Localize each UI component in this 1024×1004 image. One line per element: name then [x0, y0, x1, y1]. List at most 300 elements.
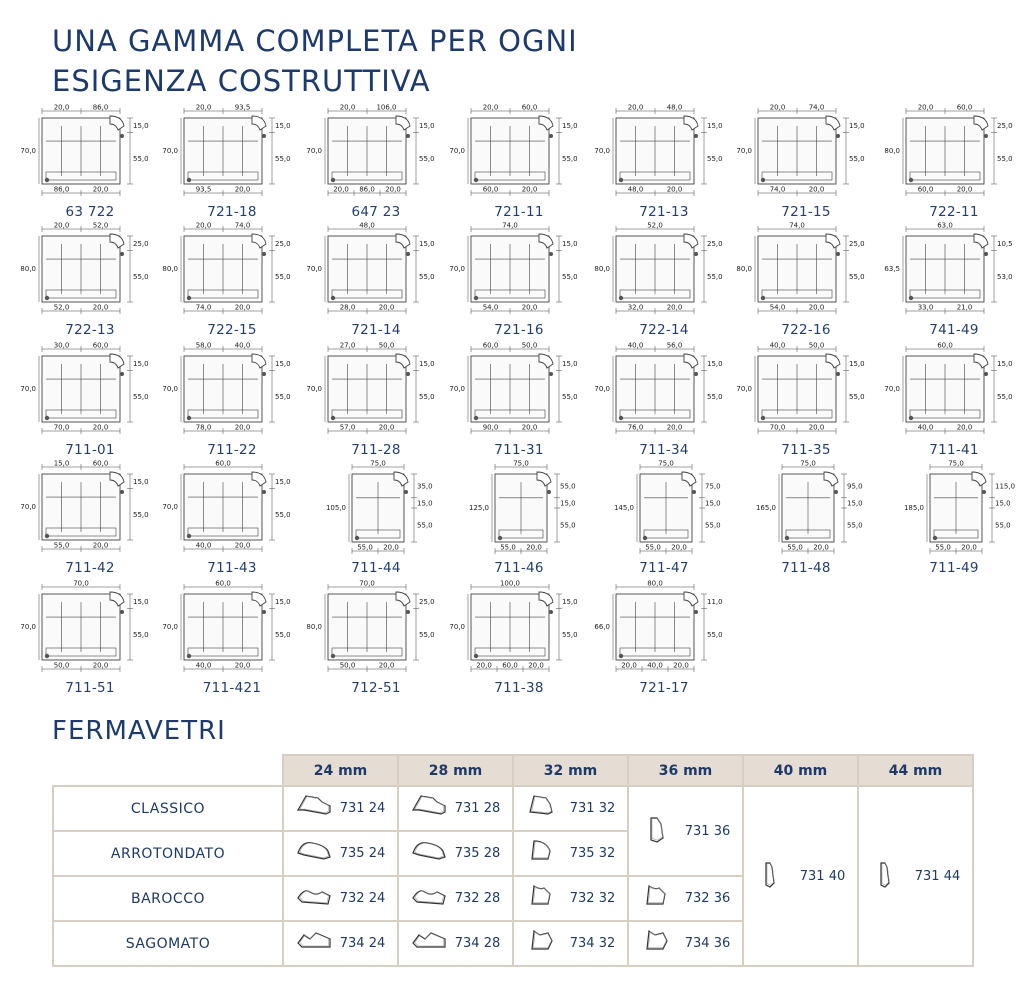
profile-code: 711-49	[929, 560, 979, 576]
dimension-label: 20,0	[521, 303, 538, 312]
profile-code: 711-42	[65, 560, 115, 576]
dimension-label: 55,0	[645, 543, 661, 552]
profile-drawing	[20, 579, 154, 680]
table-cell-merged	[858, 786, 973, 966]
dimension-label: 80,0	[884, 147, 900, 155]
row-label-sagomato: SAGOMATO	[53, 921, 283, 966]
profile-item	[162, 103, 296, 224]
dimension-label: 55,0	[275, 510, 291, 519]
dimension-label: 60,0	[215, 459, 231, 468]
dimension-label: 63,5	[884, 265, 900, 273]
dimension-label: 15,0	[560, 499, 576, 508]
profile-drawing	[449, 221, 583, 322]
profile-item	[594, 341, 728, 462]
dimension-label: 40,0	[234, 341, 251, 350]
profile-item	[884, 221, 1018, 342]
dimension-label: 52,0	[92, 221, 109, 230]
dimension-label: 78,0	[195, 423, 212, 432]
table-cell	[513, 786, 628, 831]
dimension-label: 30,0	[53, 341, 70, 350]
dimension-label: 70,0	[306, 147, 322, 155]
dimension-label: 70,0	[736, 385, 752, 393]
profile-item	[449, 103, 583, 224]
dimension-label: 48,0	[666, 103, 683, 112]
dimension-label: 55,0	[133, 630, 149, 639]
dimension-label: 55,0	[787, 543, 803, 552]
dimension-label: 15,0	[275, 597, 291, 606]
dimension-label: 55,0	[997, 392, 1013, 401]
column-header-36: 36 mm	[628, 755, 743, 786]
profile-item	[884, 103, 1018, 224]
profile-code: 711-43	[207, 560, 257, 576]
dimension-label: 55,0	[562, 630, 578, 639]
profile-drawing	[594, 579, 728, 680]
dimension-label: 55,0	[562, 392, 578, 401]
dimension-label: 55,0	[133, 392, 149, 401]
table-cell-merged	[743, 786, 858, 966]
profile-item	[306, 221, 440, 342]
table-cell	[513, 921, 628, 966]
profile-drawing	[890, 460, 1018, 560]
dimension-label: 15,0	[562, 359, 578, 368]
dimension-label: 20,0	[808, 303, 825, 312]
dimension-label: 93,5	[195, 185, 212, 194]
dimension-label: 60,0	[502, 661, 518, 670]
profile-item	[884, 341, 1018, 462]
profile-drawing	[594, 341, 728, 442]
dimension-label: 20,0	[92, 423, 109, 432]
dimension-label: 63,0	[937, 221, 953, 230]
dimension-label: 20,0	[521, 185, 538, 194]
dimension-label: 60,0	[92, 459, 109, 468]
dimension-label: 20,0	[482, 103, 499, 112]
dimension-label: 52,0	[53, 303, 70, 312]
dimension-label: 20,0	[53, 221, 70, 230]
dimension-label: 55,0	[357, 543, 373, 552]
bead-profile-icon	[296, 882, 332, 916]
dimension-label: 55,0	[995, 521, 1011, 530]
dimension-label: 185,0	[903, 504, 924, 512]
bead-code: 731 44	[914, 868, 961, 884]
dimension-label: 60,0	[92, 341, 109, 350]
dimension-label: 74,0	[808, 103, 825, 112]
dimension-label: 20,0	[385, 185, 401, 194]
profile-drawing	[884, 221, 1018, 322]
dimension-label: 20,0	[666, 423, 683, 432]
dimension-label: 55,0	[53, 541, 70, 550]
dimension-label: 25,0	[997, 121, 1013, 130]
dimension-label: 20,0	[808, 423, 825, 432]
profile-code: 711-35	[781, 442, 831, 458]
dimension-label: 15,0	[995, 499, 1011, 508]
dimension-label: 21,0	[956, 303, 973, 312]
dimension-label: 50,0	[378, 341, 395, 350]
bead-code: 732 28	[454, 891, 501, 906]
table-cell	[398, 921, 513, 966]
dimension-label: 70,0	[594, 385, 610, 393]
dimension-label: 75,0	[800, 459, 816, 468]
dimension-label: 70,0	[359, 579, 375, 588]
table-cell	[398, 786, 513, 831]
column-header-24: 24 mm	[283, 755, 398, 786]
dimension-label: 80,0	[162, 265, 178, 273]
dimension-label: 20,0	[671, 543, 687, 552]
profile-code: 711-41	[929, 442, 979, 458]
dimension-label: 74,0	[789, 221, 805, 230]
profile-code: 722-15	[207, 322, 257, 338]
profile-drawing	[20, 103, 154, 204]
dimension-label: 55,0	[500, 543, 516, 552]
dimension-label: 40,0	[769, 341, 786, 350]
column-header-32: 32 mm	[513, 755, 628, 786]
page-title-line-2: ESIGENZA COSTRUTTIVA	[52, 64, 431, 98]
profile-item	[449, 579, 583, 700]
dimension-label: 106,0	[376, 103, 397, 112]
table-cell	[513, 876, 628, 921]
dimension-label: 74,0	[195, 303, 212, 312]
dimension-label: 55,0	[997, 154, 1013, 163]
dimension-label: 20,0	[476, 661, 492, 670]
dimension-label: 50,0	[521, 341, 538, 350]
profile-code: 711-48	[781, 560, 831, 576]
dimension-label: 60,0	[937, 341, 953, 350]
dimension-label: 25,0	[849, 239, 865, 248]
dimension-label: 60,0	[956, 103, 973, 112]
dimension-label: 75,0	[948, 459, 964, 468]
dimension-label: 20,0	[195, 103, 212, 112]
bead-profile-icon	[296, 792, 332, 826]
dimension-label: 20,0	[627, 103, 644, 112]
profile-item	[449, 221, 583, 342]
dimension-label: 10,5	[997, 239, 1013, 248]
dimension-label: 60,0	[917, 185, 934, 194]
profile-code: 711-421	[202, 680, 262, 696]
profile-drawing	[594, 103, 728, 204]
dimension-label: 55,0	[707, 630, 723, 639]
dimension-label: 55,0	[419, 272, 435, 281]
profile-item	[742, 460, 870, 580]
bead-profile-icon	[641, 814, 677, 848]
profile-drawing	[884, 341, 1018, 442]
dimension-label: 55,0	[419, 630, 435, 639]
dimension-label: 76,0	[627, 423, 644, 432]
profile-code: 711-38	[494, 680, 544, 696]
dimension-label: 20,0	[339, 103, 356, 112]
dimension-label: 70,0	[306, 265, 322, 273]
table-cell	[398, 876, 513, 921]
dimension-label: 55,0	[935, 543, 951, 552]
table-cell	[283, 831, 398, 876]
profile-drawing	[20, 459, 154, 560]
dimension-label: 35,0	[417, 482, 433, 491]
dimension-label: 15,0	[275, 121, 291, 130]
dimension-label: 55,0	[707, 392, 723, 401]
profile-item	[600, 460, 728, 580]
dimension-label: 25,0	[275, 239, 291, 248]
dimension-label: 20,0	[673, 661, 689, 670]
dimension-label: 70,0	[306, 385, 322, 393]
dimension-label: 55,0	[849, 392, 865, 401]
profile-item	[162, 459, 296, 580]
dimension-label: 27,0	[339, 341, 356, 350]
dimension-label: 70,0	[449, 623, 465, 631]
profile-code: 711-31	[494, 442, 544, 458]
table-cell	[283, 921, 398, 966]
dimension-label: 15,0	[562, 597, 578, 606]
dimension-label: 15,0	[562, 121, 578, 130]
dimension-label: 70,0	[736, 147, 752, 155]
bead-code: 734 28	[454, 936, 501, 951]
dimension-label: 15,0	[562, 239, 578, 248]
profile-code: 722-13	[65, 322, 115, 338]
dimension-label: 57,0	[339, 423, 356, 432]
profile-item	[449, 341, 583, 462]
profile-code: 741-49	[929, 322, 979, 338]
profile-item	[455, 460, 583, 580]
dimension-label: 80,0	[647, 579, 663, 588]
profile-item	[20, 459, 154, 580]
dimension-label: 70,0	[162, 147, 178, 155]
dimension-label: 20,0	[234, 661, 251, 670]
profile-drawing	[20, 341, 154, 442]
fermavetri-title: FERMAVETRI	[52, 716, 226, 746]
bead-code: 735 32	[569, 846, 616, 861]
profile-drawing	[20, 221, 154, 322]
dimension-label: 40,0	[647, 661, 663, 670]
bead-profile-icon	[296, 927, 332, 961]
dimension-label: 55,0	[849, 154, 865, 163]
profile-drawing	[312, 460, 440, 560]
dimension-label: 20,0	[808, 185, 825, 194]
profile-drawing	[600, 460, 728, 560]
profile-code: 711-51	[65, 680, 115, 696]
dimension-label: 93,5	[234, 103, 251, 112]
column-header-40: 40 mm	[743, 755, 858, 786]
profile-code: 722-11	[929, 204, 979, 220]
bead-code: 732 24	[339, 891, 386, 906]
bead-profile-icon	[641, 882, 677, 916]
profile-code: 721-14	[351, 322, 401, 338]
profile-drawing	[736, 221, 870, 322]
bead-profile-icon	[296, 837, 332, 871]
bead-profile-icon	[411, 927, 447, 961]
dimension-label: 20,0	[917, 103, 934, 112]
profile-drawing	[884, 103, 1018, 204]
bead-code: 731 32	[569, 801, 616, 816]
bead-code: 732 32	[569, 891, 616, 906]
profile-code: 721-15	[781, 204, 831, 220]
profile-code: 722-16	[781, 322, 831, 338]
profile-item	[20, 579, 154, 700]
profile-item	[594, 579, 728, 700]
dimension-label: 20,0	[234, 185, 251, 194]
dimension-label: 70,0	[20, 385, 36, 393]
bead-profile-icon	[871, 859, 907, 893]
dimension-label: 55,0	[133, 272, 149, 281]
bead-code: 731 40	[799, 868, 846, 884]
dimension-label: 70,0	[73, 579, 89, 588]
profile-code: 711-44	[351, 560, 401, 576]
dimension-label: 165,0	[755, 504, 776, 512]
dimension-label: 15,0	[419, 239, 435, 248]
fermavetri-table	[52, 754, 972, 968]
dimension-label: 20,0	[378, 303, 395, 312]
dimension-label: 20,0	[378, 423, 395, 432]
dimension-label: 20,0	[333, 185, 349, 194]
dimension-label: 70,0	[449, 147, 465, 155]
profile-drawing	[306, 221, 440, 322]
dimension-label: 20,0	[961, 543, 977, 552]
dimension-label: 55,0	[705, 521, 721, 530]
dimension-label: 60,0	[482, 341, 499, 350]
dimension-label: 52,0	[647, 221, 663, 230]
dimension-label: 20,0	[521, 423, 538, 432]
profile-drawing	[736, 341, 870, 442]
profile-item	[20, 341, 154, 462]
table-corner	[53, 755, 283, 786]
table-cell	[283, 786, 398, 831]
profile-drawing	[162, 341, 296, 442]
dimension-label: 55,0	[133, 154, 149, 163]
dimension-label: 15,0	[705, 499, 721, 508]
dimension-label: 25,0	[707, 239, 723, 248]
dimension-label: 15,0	[707, 121, 723, 130]
profile-item	[306, 103, 440, 224]
dimension-label: 15,0	[849, 359, 865, 368]
dimension-label: 55,0	[275, 272, 291, 281]
dimension-label: 70,0	[53, 423, 70, 432]
profile-drawing	[162, 103, 296, 204]
dimension-label: 20,0	[234, 541, 251, 550]
bead-code: 734 24	[339, 936, 386, 951]
profile-item	[736, 341, 870, 462]
profile-drawing	[306, 579, 440, 680]
dimension-label: 15,0	[133, 597, 149, 606]
profile-item	[162, 221, 296, 342]
profile-drawing	[162, 221, 296, 322]
profile-code: 721-17	[639, 680, 689, 696]
profile-code: 711-47	[639, 560, 689, 576]
dimension-label: 40,0	[195, 541, 212, 550]
dimension-label: 54,0	[769, 303, 786, 312]
table-cell	[283, 876, 398, 921]
dimension-label: 55,0	[707, 272, 723, 281]
profile-code: 711-34	[639, 442, 689, 458]
dimension-label: 20,0	[195, 221, 212, 230]
dimension-label: 66,0	[594, 623, 610, 631]
bead-profile-icon	[411, 837, 447, 871]
profile-drawing	[449, 341, 583, 442]
dimension-label: 25,0	[419, 597, 435, 606]
table-cell	[398, 831, 513, 876]
row-label-barocco: BAROCCO	[53, 876, 283, 921]
dimension-label: 55,0	[275, 630, 291, 639]
dimension-label: 20,0	[92, 185, 109, 194]
profile-drawing	[449, 579, 583, 680]
bead-profile-icon	[526, 927, 562, 961]
dimension-label: 125,0	[468, 504, 489, 512]
dimension-label: 15,0	[417, 499, 433, 508]
dimension-label: 50,0	[808, 341, 825, 350]
dimension-label: 86,0	[92, 103, 109, 112]
dimension-label: 74,0	[502, 221, 518, 230]
profile-drawing	[449, 103, 583, 204]
dimension-label: 58,0	[195, 341, 212, 350]
dimension-label: 20,0	[666, 185, 683, 194]
dimension-label: 75,0	[658, 459, 674, 468]
dimension-label: 15,0	[133, 359, 149, 368]
dimension-label: 20,0	[813, 543, 829, 552]
dimension-label: 15,0	[707, 359, 723, 368]
profile-item	[736, 103, 870, 224]
dimension-label: 75,0	[705, 482, 721, 491]
dimension-label: 55,0	[419, 392, 435, 401]
dimension-label: 70,0	[20, 503, 36, 511]
table-cell	[513, 831, 628, 876]
dimension-label: 55,0	[419, 154, 435, 163]
dimension-label: 20,0	[234, 423, 251, 432]
profile-code: 721-16	[494, 322, 544, 338]
profile-drawing	[455, 460, 583, 560]
dimension-label: 70,0	[20, 623, 36, 631]
dimension-label: 55,0	[560, 482, 576, 491]
profile-drawing	[306, 103, 440, 204]
dimension-label: 20,0	[92, 541, 109, 550]
dimension-label: 15,0	[849, 121, 865, 130]
bead-code: 735 28	[454, 846, 501, 861]
dimension-label: 55,0	[417, 521, 433, 530]
profile-item	[306, 579, 440, 700]
dimension-label: 50,0	[339, 661, 356, 670]
bead-code: 735 24	[339, 846, 386, 861]
dimension-label: 60,0	[215, 579, 231, 588]
profile-item	[736, 221, 870, 342]
dimension-label: 80,0	[306, 623, 322, 631]
bead-profile-icon	[411, 882, 447, 916]
dimension-label: 20,0	[378, 661, 395, 670]
dimension-label: 74,0	[234, 221, 251, 230]
profile-code: 712-51	[351, 680, 401, 696]
dimension-label: 15,0	[275, 359, 291, 368]
dimension-label: 55,0	[275, 154, 291, 163]
profile-code: 721-18	[207, 204, 257, 220]
dimension-label: 55,0	[562, 272, 578, 281]
dimension-label: 55,0	[133, 510, 149, 519]
dimension-label: 80,0	[20, 265, 36, 273]
bead-code: 732 36	[684, 891, 731, 906]
profile-drawing	[594, 221, 728, 322]
dimension-label: 40,0	[627, 341, 644, 350]
profile-item	[594, 103, 728, 224]
dimension-label: 11,0	[707, 597, 723, 606]
dimension-label: 15,0	[133, 121, 149, 130]
dimension-label: 48,0	[627, 185, 644, 194]
dimension-label: 55,0	[560, 521, 576, 530]
dimension-label: 55,0	[275, 392, 291, 401]
dimension-label: 28,0	[339, 303, 356, 312]
profile-drawing	[306, 341, 440, 442]
dimension-label: 70,0	[769, 423, 786, 432]
dimension-label: 90,0	[482, 423, 499, 432]
profile-item	[890, 460, 1018, 580]
profile-code: 711-46	[494, 560, 544, 576]
dimension-label: 15,0	[847, 499, 863, 508]
dimension-label: 70,0	[162, 503, 178, 511]
row-label-classico: CLASSICO	[53, 786, 283, 831]
dimension-label: 53,0	[997, 272, 1013, 281]
profile-code: 711-01	[65, 442, 115, 458]
profile-drawing	[742, 460, 870, 560]
